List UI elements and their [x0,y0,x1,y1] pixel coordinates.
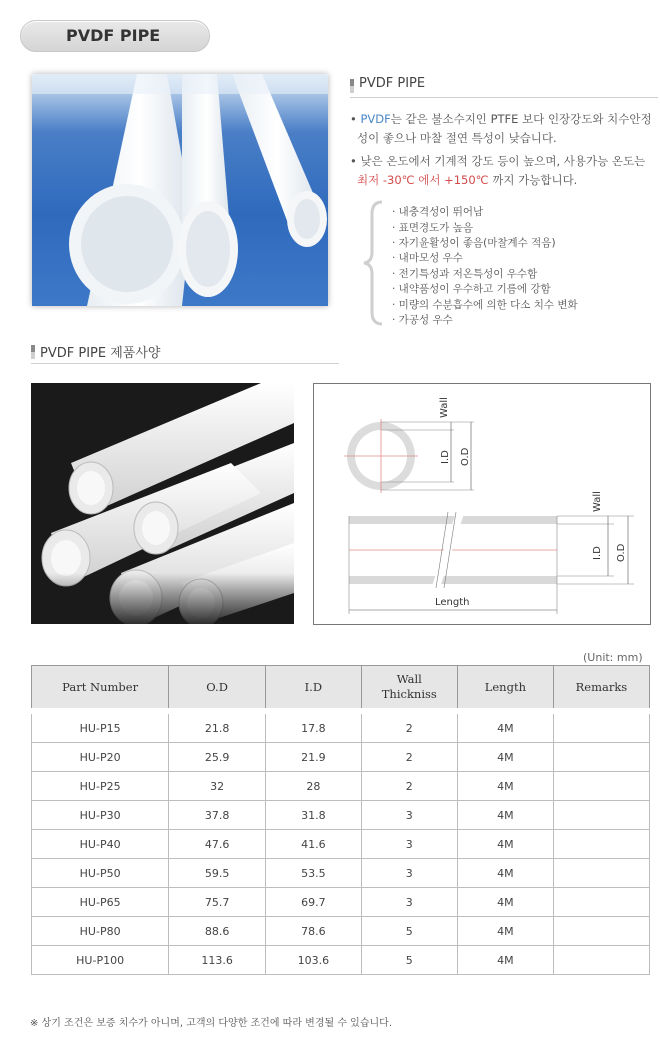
cell-wall-thickness: 2 [361,743,457,772]
unit-label: (Unit: mm) [583,651,643,664]
cell-remarks [553,772,649,801]
cell-od: 32 [169,772,266,801]
cell-id: 53.5 [265,859,361,888]
cell-remarks [553,946,649,975]
cell-wall-thickness: 3 [361,830,457,859]
spec-heading: PVDF PIPE 제품사양 [40,346,161,361]
cell-part-number: HU-P100 [32,946,169,975]
cell-od: 113.6 [169,946,266,975]
spec-section-header [31,341,339,364]
table-row [32,772,650,801]
cell-wall-thickness: 5 [361,946,457,975]
diagram-label-wall-top: Wall [439,397,450,418]
section-marker-icon [31,345,35,359]
cell-length: 4M [457,917,553,946]
diagram-label-wall-side: Wall [592,491,603,512]
cell-remarks [553,917,649,946]
cell-od: 37.8 [169,801,266,830]
intro-section-header [350,75,658,98]
table-row [32,830,650,859]
cell-id: 28 [265,772,361,801]
col-header-wall: Wall [396,672,422,686]
cell-od: 75.7 [169,888,266,917]
cell-id: 103.6 [265,946,361,975]
cell-part-number: HU-P25 [32,772,169,801]
cell-wall-thickness: 2 [361,772,457,801]
pipe-dimension-diagram [313,383,651,625]
cell-remarks [553,801,649,830]
col-header-thickniss: Thickniss [381,687,437,701]
cell-wall-thickness: 2 [361,711,457,743]
feature-item: · 내충격성이 뛰어남 [392,206,484,218]
bullet-2-text-b: 까지 가능합니다. [488,173,578,187]
table-row [32,946,650,975]
cell-od: 59.5 [169,859,266,888]
feature-item: · 미량의 수분흡수에 의한 다소 치수 변화 [392,299,578,311]
product-photo-pvdf-pipes [32,74,328,306]
page-title-pill [20,20,210,52]
cell-remarks [553,830,649,859]
bullet-1-highlight: PVDF [360,112,391,126]
bullet-2-text-a: 낮은 온도에서 기계적 강도 등이 높으며, 사용가능 온도는 [360,154,646,168]
cell-od: 47.6 [169,830,266,859]
cell-length: 4M [457,888,553,917]
cell-remarks [553,743,649,772]
section-marker-icon [350,79,354,93]
col-header-wall-thickness [361,666,457,712]
cell-wall-thickness: 3 [361,859,457,888]
cell-od: 25.9 [169,743,266,772]
cell-od: 21.8 [169,711,266,743]
bullet-1-text-a: 는 같은 불소수지인 PTFE 보다 인장강도와 치수안정 [390,112,652,126]
table-row [32,801,650,830]
cell-wall-thickness: 3 [361,801,457,830]
col-header-remarks: Remarks [553,666,649,712]
table-header-row [32,666,650,712]
feature-item: · 표면경도가 높음 [392,222,474,234]
feature-item: · 전기특성과 저온특성이 우수함 [392,268,538,280]
cell-part-number: HU-P40 [32,830,169,859]
cell-length: 4M [457,801,553,830]
cell-remarks [553,859,649,888]
bullet-dot: • [350,154,357,168]
col-header-id: I.D [265,666,361,712]
table-row [32,888,650,917]
intro-bullet-2 [350,152,655,190]
table-row [32,859,650,888]
cell-od: 88.6 [169,917,266,946]
diagram-label-od-top: O.D [460,447,471,466]
cell-id: 41.6 [265,830,361,859]
table-row [32,743,650,772]
feature-item: · 내약품성이 우수하고 기름에 강함 [392,283,551,295]
cell-length: 4M [457,711,553,743]
diagram-label-od-side: O.D [616,543,627,562]
col-header-length: Length [457,666,553,712]
cell-id: 17.8 [265,711,361,743]
col-header-od: O.D [169,666,266,712]
footnote: ※ 상기 조건은 보증 치수가 아니며, 고객의 다양한 조건에 따라 변경될 수 있습니다. [30,1018,393,1029]
bullet-1-text-b: 성이 좋으나 마찰 절연 특성이 낮습니다. [357,131,557,145]
cell-length: 4M [457,946,553,975]
table-row [32,917,650,946]
product-photo-pipe-stack [31,383,294,624]
cell-part-number: HU-P80 [32,917,169,946]
cell-part-number: HU-P50 [32,859,169,888]
cell-part-number: HU-P20 [32,743,169,772]
brace-icon [362,200,386,326]
cell-id: 78.6 [265,917,361,946]
cell-part-number: HU-P65 [32,888,169,917]
diagram-label-id-side: I.D [592,546,603,560]
col-header-part-number: Part Number [32,666,169,712]
cell-id: 31.8 [265,801,361,830]
cell-length: 4M [457,743,553,772]
feature-item: · 자기윤활성이 좋음(마찰계수 적음) [392,237,556,249]
bullet-2-highlight: 최저 -30℃ 에서 +150℃ [357,173,489,187]
cell-part-number: HU-P30 [32,801,169,830]
intro-heading: PVDF PIPE [359,76,426,91]
cell-length: 4M [457,830,553,859]
spec-table [31,665,650,975]
cell-length: 4M [457,859,553,888]
diagram-label-length: Length [435,597,470,608]
cell-id: 21.9 [265,743,361,772]
cell-wall-thickness: 5 [361,917,457,946]
cell-part-number: HU-P15 [32,711,169,743]
page-title: PVDF PIPE [66,26,161,45]
bullet-dot: • [350,112,357,126]
cell-id: 69.7 [265,888,361,917]
cell-remarks [553,711,649,743]
cell-remarks [553,888,649,917]
table-row [32,711,650,743]
feature-item: · 가공성 우수 [392,314,453,326]
feature-item: · 내마모성 우수 [392,252,463,264]
cell-wall-thickness: 3 [361,888,457,917]
diagram-label-id-top: I.D [440,450,451,464]
cell-length: 4M [457,772,553,801]
intro-bullet-1 [350,110,655,148]
